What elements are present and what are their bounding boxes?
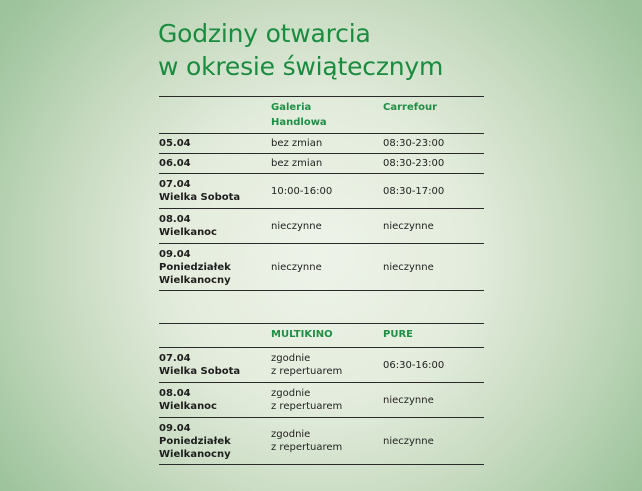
header-pure: PURE: [383, 324, 484, 348]
carrefour-hours-cell: nieczynne: [383, 244, 484, 291]
day-cell: 08.04 Wielkanoc: [159, 383, 271, 418]
day-cell: 07.04 Wielka Sobota: [159, 174, 271, 209]
page-title: [158, 17, 443, 83]
pure-hours-cell: 06:30-16:00: [383, 348, 484, 383]
day-cell: 05.04: [159, 134, 271, 154]
header-day: [159, 324, 271, 348]
carrefour-hours-cell: 08:30-17:00: [383, 174, 484, 209]
day-cell: 09.04 Poniedziałek Wielkanocny: [159, 418, 271, 465]
table-row: [159, 134, 484, 154]
title-line-2: w okresie świątecznym: [158, 52, 444, 81]
multikino-hours-cell: zgodnie z repertuarem: [271, 383, 383, 418]
title-line-1: Godziny otwarcia: [158, 19, 371, 48]
table-row: [159, 383, 484, 418]
galeria-hours-cell: bez zmian: [271, 134, 383, 154]
day-cell: 08.04 Wielkanoc: [159, 209, 271, 244]
header-carrefour: Carrefour: [383, 97, 484, 134]
carrefour-hours-cell: 08:30-23:00: [383, 134, 484, 154]
table-header-row: [159, 324, 484, 348]
galeria-hours-cell: nieczynne: [271, 209, 383, 244]
hours-table-multikino-pure: [159, 323, 484, 465]
multikino-hours-cell: zgodnie z repertuarem: [271, 348, 383, 383]
table-row: [159, 154, 484, 174]
carrefour-hours-cell: nieczynne: [383, 209, 484, 244]
hours-table-galeria-carrefour: [159, 96, 484, 291]
multikino-hours-cell: zgodnie z repertuarem: [271, 418, 383, 465]
day-cell: 06.04: [159, 154, 271, 174]
galeria-hours-cell: nieczynne: [271, 244, 383, 291]
header-day: [159, 97, 271, 134]
header-multikino: MULTIKINO: [271, 324, 383, 348]
table-row: [159, 174, 484, 209]
header-galeria-handlowa: Galeria Handlowa: [271, 97, 383, 134]
pure-hours-cell: nieczynne: [383, 383, 484, 418]
pure-hours-cell: nieczynne: [383, 418, 484, 465]
day-cell: 07.04 Wielka Sobota: [159, 348, 271, 383]
galeria-hours-cell: 10:00-16:00: [271, 174, 383, 209]
table-row: [159, 418, 484, 465]
table-row: [159, 244, 484, 291]
table-header-row: [159, 97, 484, 134]
carrefour-hours-cell: 08:30-23:00: [383, 154, 484, 174]
table-row: [159, 209, 484, 244]
table-row: [159, 348, 484, 383]
day-cell: 09.04 Poniedziałek Wielkanocny: [159, 244, 271, 291]
galeria-hours-cell: bez zmian: [271, 154, 383, 174]
